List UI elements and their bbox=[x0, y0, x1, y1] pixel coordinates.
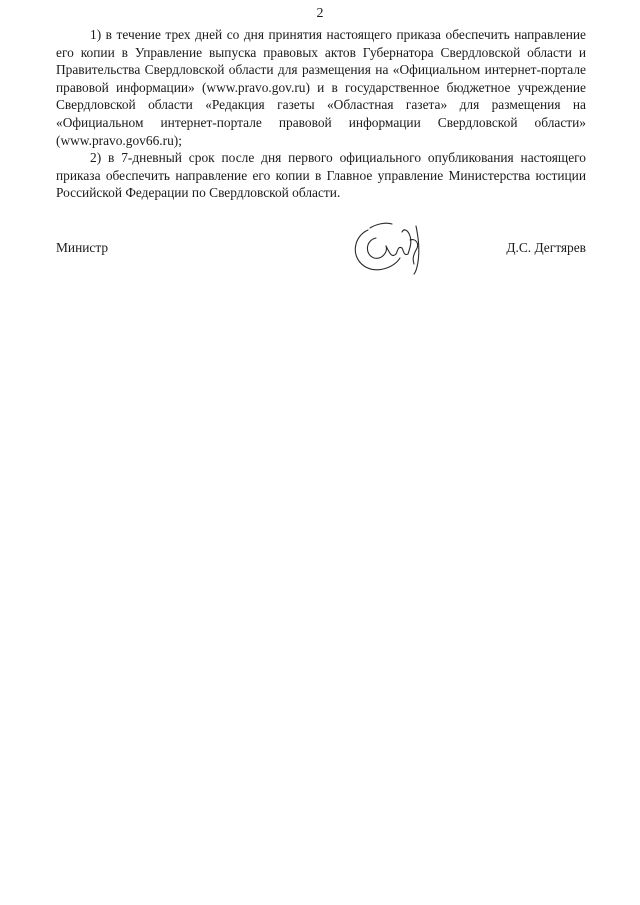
document-body bbox=[56, 26, 586, 202]
page-number: 2 bbox=[316, 6, 324, 21]
signer-name: Д.С. Дегтярев bbox=[506, 240, 586, 255]
signature-block bbox=[56, 218, 586, 278]
handwritten-signature bbox=[346, 218, 436, 276]
signer-title: Министр bbox=[56, 240, 109, 255]
paragraph-item-1: 1) в течение трех дней со дня принятия настоящего приказа обеспечить направление его копии в Управление выпуска правовых актов Губернатора Свердловской области и Правительства Свердловской области для размещения на «Официальном интернет-портале правовой информации» (www.pravo.gov.ru) и в государственное бюджетное учреждение Свердловской области «Редакция газеты «Областная газета» для размещения на «Официальном интернет-портале правовой информации Свердловской области» (www.pravo.gov66.ru); bbox=[56, 27, 586, 148]
paragraph-item-2: 2) в 7-дневный срок после дня первого официального опубликования настоящего приказа обеспечить направление его копии в Главное управление Министерства юстиции Российской Федерации по Свердловской области. bbox=[56, 150, 586, 201]
